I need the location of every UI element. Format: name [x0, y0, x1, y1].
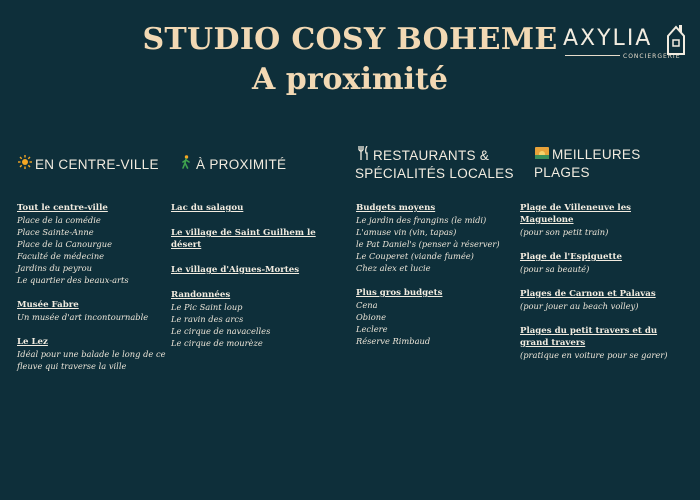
sun-icon	[17, 155, 33, 174]
list-group	[17, 202, 167, 286]
walking-person-icon	[178, 155, 194, 174]
group-title: Le village d'Aigues-Mortes	[171, 265, 300, 275]
list-group	[171, 227, 331, 251]
list-centre-ville	[17, 202, 167, 385]
list-item: L'amuse vin (vin, tapas)	[356, 227, 457, 237]
list-item: Réserve Rimbaud	[356, 336, 431, 346]
house-icon	[665, 22, 687, 56]
group-title: Le village de Saint Guilhem le	[171, 228, 316, 238]
list-item: Le Pic Saint loup	[171, 302, 243, 312]
list-item: Place de la comédie	[17, 215, 101, 225]
column-heading	[178, 146, 286, 174]
group-title: désert	[171, 240, 202, 250]
list-item: le Pat Daniel's (penser à réserver)	[356, 239, 500, 249]
column-heading-label: À PROXIMITÉ	[196, 157, 287, 172]
list-item: Un musée d'art incontournable	[17, 312, 149, 322]
column-heading	[17, 146, 159, 174]
fork-knife-icon	[355, 146, 371, 165]
list-item: Le quartier des beaux-arts	[17, 275, 129, 285]
logo-divider	[565, 55, 620, 56]
column-heading	[534, 146, 641, 182]
list-item: Jardins du peyrou	[17, 263, 92, 273]
list-group	[520, 325, 690, 361]
list-a-proximite	[171, 202, 331, 362]
column-plages	[534, 146, 641, 182]
list-item: Le Couperet (viande fumée)	[356, 251, 474, 261]
group-title: Budgets moyens	[356, 203, 436, 213]
column-heading-label: SPÉCIALITÉS LOCALES	[355, 166, 514, 181]
list-item: Le cirque de mourèze	[171, 338, 263, 348]
group-title: Plus gros budgets	[356, 288, 443, 298]
list-group	[171, 264, 331, 276]
page-subtitle: A proximité	[252, 62, 448, 97]
list-item: Chez alex et lucie	[356, 263, 431, 273]
list-restaurants	[356, 202, 516, 360]
list-item: (pour jouer au beach volley)	[520, 301, 639, 311]
group-title: Plage de l'Espiguette	[520, 252, 622, 262]
list-item: Cena	[356, 300, 378, 310]
beach-sunset-icon	[534, 146, 550, 164]
list-group	[17, 299, 167, 323]
group-title: Randonnées	[171, 290, 231, 300]
logo-subtext: CONCIERGERIE	[623, 53, 681, 60]
list-plages	[520, 202, 690, 374]
group-title: Tout le centre-ville	[17, 203, 108, 213]
group-title: Plages de Carnon et Palavas	[520, 289, 656, 299]
list-item: Le jardin des frangins (le midi)	[356, 215, 487, 225]
column-restaurants	[355, 146, 514, 183]
list-group	[171, 202, 331, 214]
list-item: (pratique en voiture pour se garer)	[520, 350, 668, 360]
column-heading-label: EN CENTRE-VILLE	[35, 157, 159, 172]
list-group	[520, 202, 690, 238]
group-title: Le Lez	[17, 337, 48, 347]
list-item: Place Sainte-Anne	[17, 227, 94, 237]
column-heading	[355, 146, 514, 183]
list-group	[17, 336, 167, 372]
list-item: Faculté de médecine	[17, 251, 105, 261]
list-item: (pour son petit train)	[520, 227, 609, 237]
list-item: Idéal pour une balade le long de ce	[17, 349, 166, 359]
list-item: Place de la Canourgue	[17, 239, 112, 249]
column-heading-label: PLAGES	[534, 165, 590, 180]
group-title: Lac du salagou	[171, 203, 244, 213]
column-heading-label: RESTAURANTS &	[373, 148, 490, 163]
logo-text: AXYLIA	[563, 26, 653, 51]
list-item: Leclere	[356, 324, 388, 334]
list-item: Le cirque de navacelles	[171, 326, 271, 336]
column-centre-ville	[17, 146, 159, 174]
list-item: fleuve qui traverse la ville	[17, 361, 127, 371]
list-item: Le ravin des arcs	[171, 314, 244, 324]
axylia-logo	[563, 22, 688, 64]
list-item: (pour sa beauté)	[520, 264, 590, 274]
column-a-proximite	[178, 146, 286, 174]
group-title: Maguelone	[520, 215, 574, 225]
list-group	[356, 287, 516, 347]
page-title: STUDIO COSY BOHEME	[142, 22, 558, 57]
group-title: Plages du petit travers et du	[520, 326, 658, 336]
list-group	[356, 202, 516, 274]
group-title: Musée Fabre	[17, 300, 79, 310]
list-item: Obione	[356, 312, 387, 322]
column-heading-label: MEILLEURES	[552, 147, 641, 162]
list-group	[520, 251, 690, 275]
list-group	[171, 289, 331, 349]
group-title: Plage de Villeneuve les	[520, 203, 631, 213]
group-title: grand travers	[520, 338, 586, 348]
list-group	[520, 288, 690, 312]
